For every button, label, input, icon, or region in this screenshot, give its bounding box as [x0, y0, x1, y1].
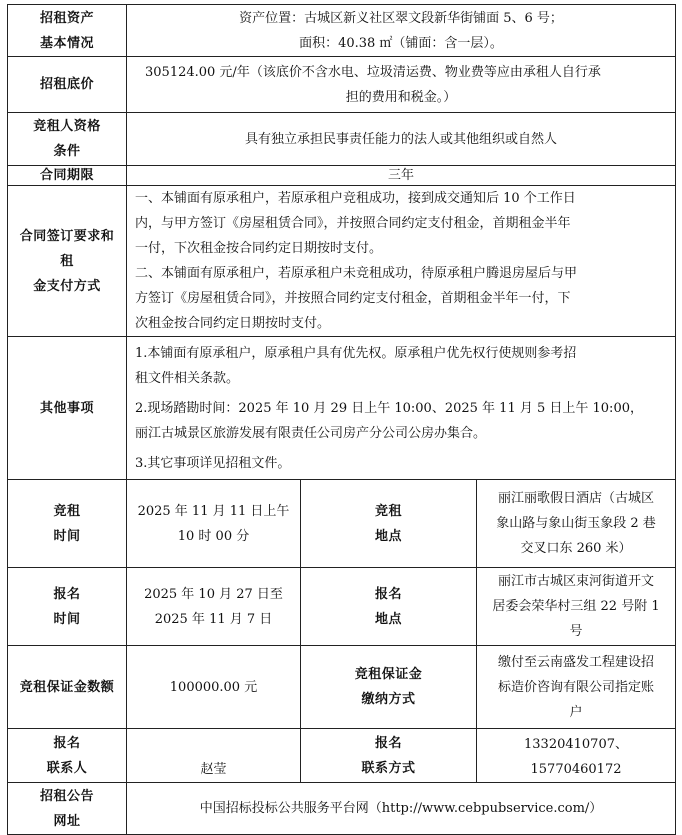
other-item-2: 2.现场踏勘时间：2025 年 10 月 29 日上午 10:00、2025 年 11 月 5 日上午 10:00，: [135, 400, 643, 416]
payment-terms-value: [127, 186, 676, 337]
contract-term-value: 三年: [127, 166, 676, 186]
other-matters-label: 其他事项: [8, 337, 127, 480]
registration-place-value: 丽江市古城区束河街道开文 居委会荣华村三组 22 号附 1 号: [477, 568, 676, 646]
bid-time-label: 竞租 时间: [8, 480, 127, 568]
contract-term-label: 合同期限: [8, 166, 127, 186]
notice-url-label: 招租公告 网址: [8, 783, 127, 835]
row-qualification: [8, 113, 676, 166]
base-price-value: 305124.00 元/年（该底价不含水电、垃圾清运费、物业费等应由承租人自行承 担的费用和税金。）: [127, 57, 676, 113]
row-contract-term: [8, 166, 676, 186]
registration-time-value: 2025 年 10 月 27 日至 2025 年 11 月 7 日: [127, 568, 301, 646]
contact-person-label: 报名 联系人: [8, 729, 127, 783]
qualification-value: 具有独立承担民事责任能力的法人或其他组织或自然人: [127, 113, 676, 166]
bid-place-value: 丽江丽歌假日酒店（古城区 象山路与象山街玉象段 2 巷 交叉口东 260 米）: [477, 480, 676, 568]
row-base-price: [8, 57, 676, 113]
other-matters-value: 1.本铺面有原承租户，原承租户具有优先权。原承租户优先权行使规则参考招 租文件相关条款。 2.现场踏勘时间：2025 年 10 月 29 日上午 10:00、2025 年 11 月 5 日上午 10:00， 丽江古城景区旅游发展有限责任公司房产分公司公房办集合。 3.其它事项详见招租文件。: [127, 337, 676, 480]
payment-line: 一付，下次租金按合同约定日期按时支付。: [135, 241, 383, 256]
payment-terms-label: 合同签订要求和租 金支付方式: [8, 186, 127, 337]
other-item-1: 1.本铺面有原承租户，原承租户具有优先权。原承租户优先权行使规则参考招: [135, 345, 577, 361]
deposit-method-label: 竞租保证金 缴纳方式: [301, 646, 477, 729]
contact-phone-label: 报名 联系方式: [301, 729, 477, 783]
deposit-amount-label: 竞租保证金数额: [8, 646, 127, 729]
deposit-method-value: 缴付至云南盛发工程建设招 标造价咨询有限公司指定账 户: [477, 646, 676, 729]
bid-time-value: 2025 年 11 月 11 日上午 10 时 00 分: [127, 480, 301, 568]
base-price-label: 招租底价: [8, 57, 127, 113]
payment-line: 次租金按合同约定日期按时支付。: [135, 316, 331, 331]
contact-phone-value: 13320410707、15770460172: [477, 729, 676, 783]
basic-info-value: 资产位置：古城区新义社区翠文段新华街铺面 5、6 号； 面积：40.38 ㎡（铺面：含一层）。: [127, 5, 676, 57]
row-deposit: [8, 646, 676, 729]
payment-line: 一、本铺面有原承租户，若原承租户竞租成功，接到成交通知后 10 个工作日: [135, 191, 576, 206]
row-other-matters: [8, 337, 676, 480]
deposit-amount-value: 100000.00 元: [127, 646, 301, 729]
contact-person-value: 赵莹: [127, 729, 301, 783]
row-contact: [8, 729, 676, 783]
row-payment-terms: [8, 186, 676, 337]
registration-time-label: 报名 时间: [8, 568, 127, 646]
row-bid-time-place: [8, 480, 676, 568]
payment-line: 方签订《房屋租赁合同》，并按照合同约定支付租金，首期租金半年一付，下: [135, 291, 571, 306]
rental-info-table: [7, 4, 676, 835]
row-registration-time-place: [8, 568, 676, 646]
row-basic-info: [8, 5, 676, 57]
qualification-label: 竞租人资格 条件: [8, 113, 127, 166]
payment-line: 二、本铺面有原承租户，若原承租户未竞租成功，待原承租户腾退房屋后与甲: [135, 266, 578, 281]
notice-url-value: 中国招标投标公共服务平台网（http://www.cebpubservice.com/）: [127, 783, 676, 835]
basic-info-label: 招租资产 基本情况: [8, 5, 127, 57]
other-item-3: 3.其它事项详见招租文件。: [135, 455, 291, 471]
bid-place-label: 竞租 地点: [301, 480, 477, 568]
payment-line: 内，与甲方签订《房屋租赁合同》，并按照合同约定支付租金，首期租金半年: [135, 216, 571, 231]
row-notice-url: [8, 783, 676, 835]
registration-place-label: 报名 地点: [301, 568, 477, 646]
